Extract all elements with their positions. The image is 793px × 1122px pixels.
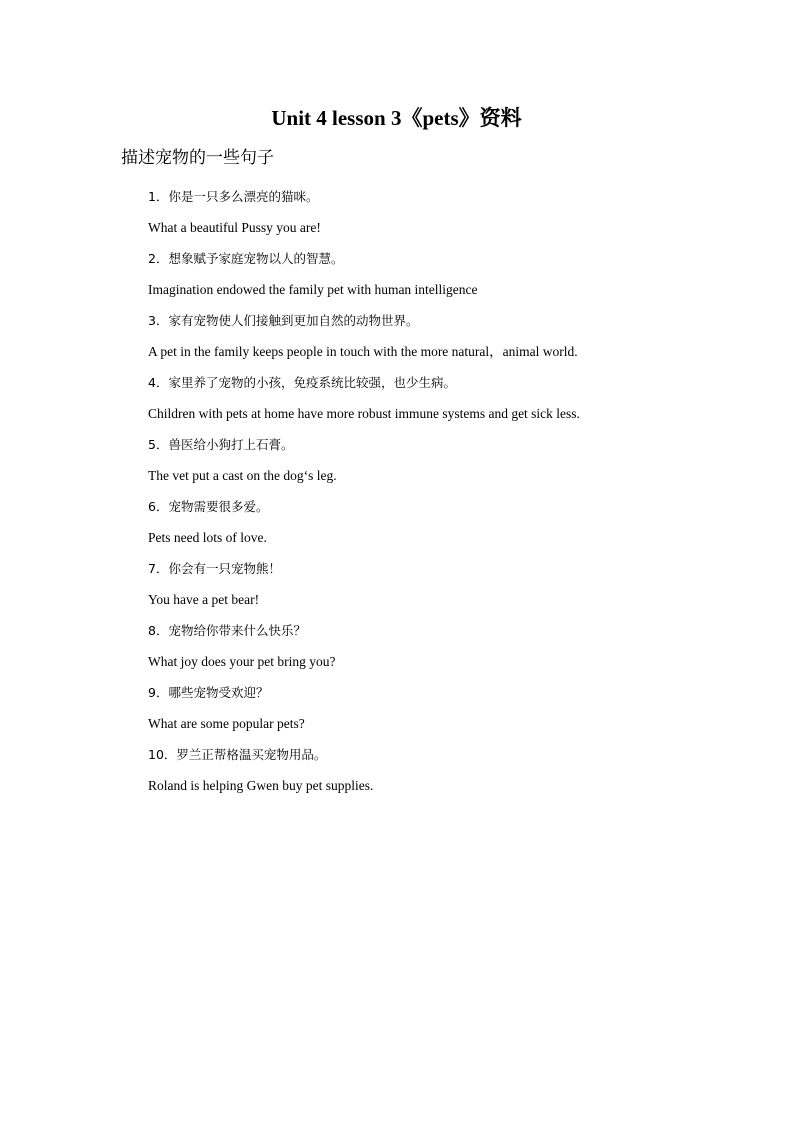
sentence-item [148,243,580,305]
section-heading: 描述宠物的一些句子 [121,148,274,168]
chinese-sentence: 3．家有宠物使人们接触到更加自然的动物世界。 [148,313,419,328]
sentence-item [148,615,580,677]
sentence-item [148,305,580,367]
document-title: Unit 4 lesson 3《pets》资料 [271,106,522,130]
english-sentence: A pet in the family keeps people in touch with the more natural，animal world. [148,344,578,359]
chinese-sentence: 6．宠物需要很多爱。 [148,499,269,514]
english-sentence: What are some popular pets? [148,716,305,731]
chinese-sentence: 1．你是一只多么漂亮的猫咪。 [148,189,319,204]
chinese-sentence: 2．想象赋予家庭宠物以人的智慧。 [148,251,344,266]
sentence-item [148,677,580,739]
sentence-item [148,429,580,491]
sentence-item [148,181,580,243]
english-sentence: What joy does your pet bring you? [148,654,336,669]
english-sentence: Imagination endowed the family pet with human intelligence [148,282,478,297]
chinese-sentence: 8．宠物给你带来什么快乐？ [148,623,306,638]
chinese-sentence: 7．你会有一只宠物熊！ [148,561,281,576]
english-sentence: Roland is helping Gwen buy pet supplies. [148,778,374,793]
sentence-item [148,553,580,615]
sentence-list [148,181,580,801]
english-sentence: Children with pets at home have more robust immune systems and get sick less. [148,406,580,421]
chinese-sentence: 9．哪些宠物受欢迎？ [148,685,269,700]
english-sentence: What a beautiful Pussy you are! [148,220,321,235]
chinese-sentence: 5．兽医给小狗打上石膏。 [148,437,294,452]
chinese-sentence: 4．家里养了宠物的小孩，免疫系统比较强，也少生病。 [148,375,456,390]
sentence-item [148,491,580,553]
sentence-item [148,739,580,801]
english-sentence: You have a pet bear! [148,592,260,607]
english-sentence: Pets need lots of love. [148,530,267,545]
sentence-item [148,367,580,429]
chinese-sentence: 10．罗兰正帮格温买宠物用品。 [148,747,327,762]
english-sentence: The vet put a cast on the dog‘s leg. [148,468,337,483]
